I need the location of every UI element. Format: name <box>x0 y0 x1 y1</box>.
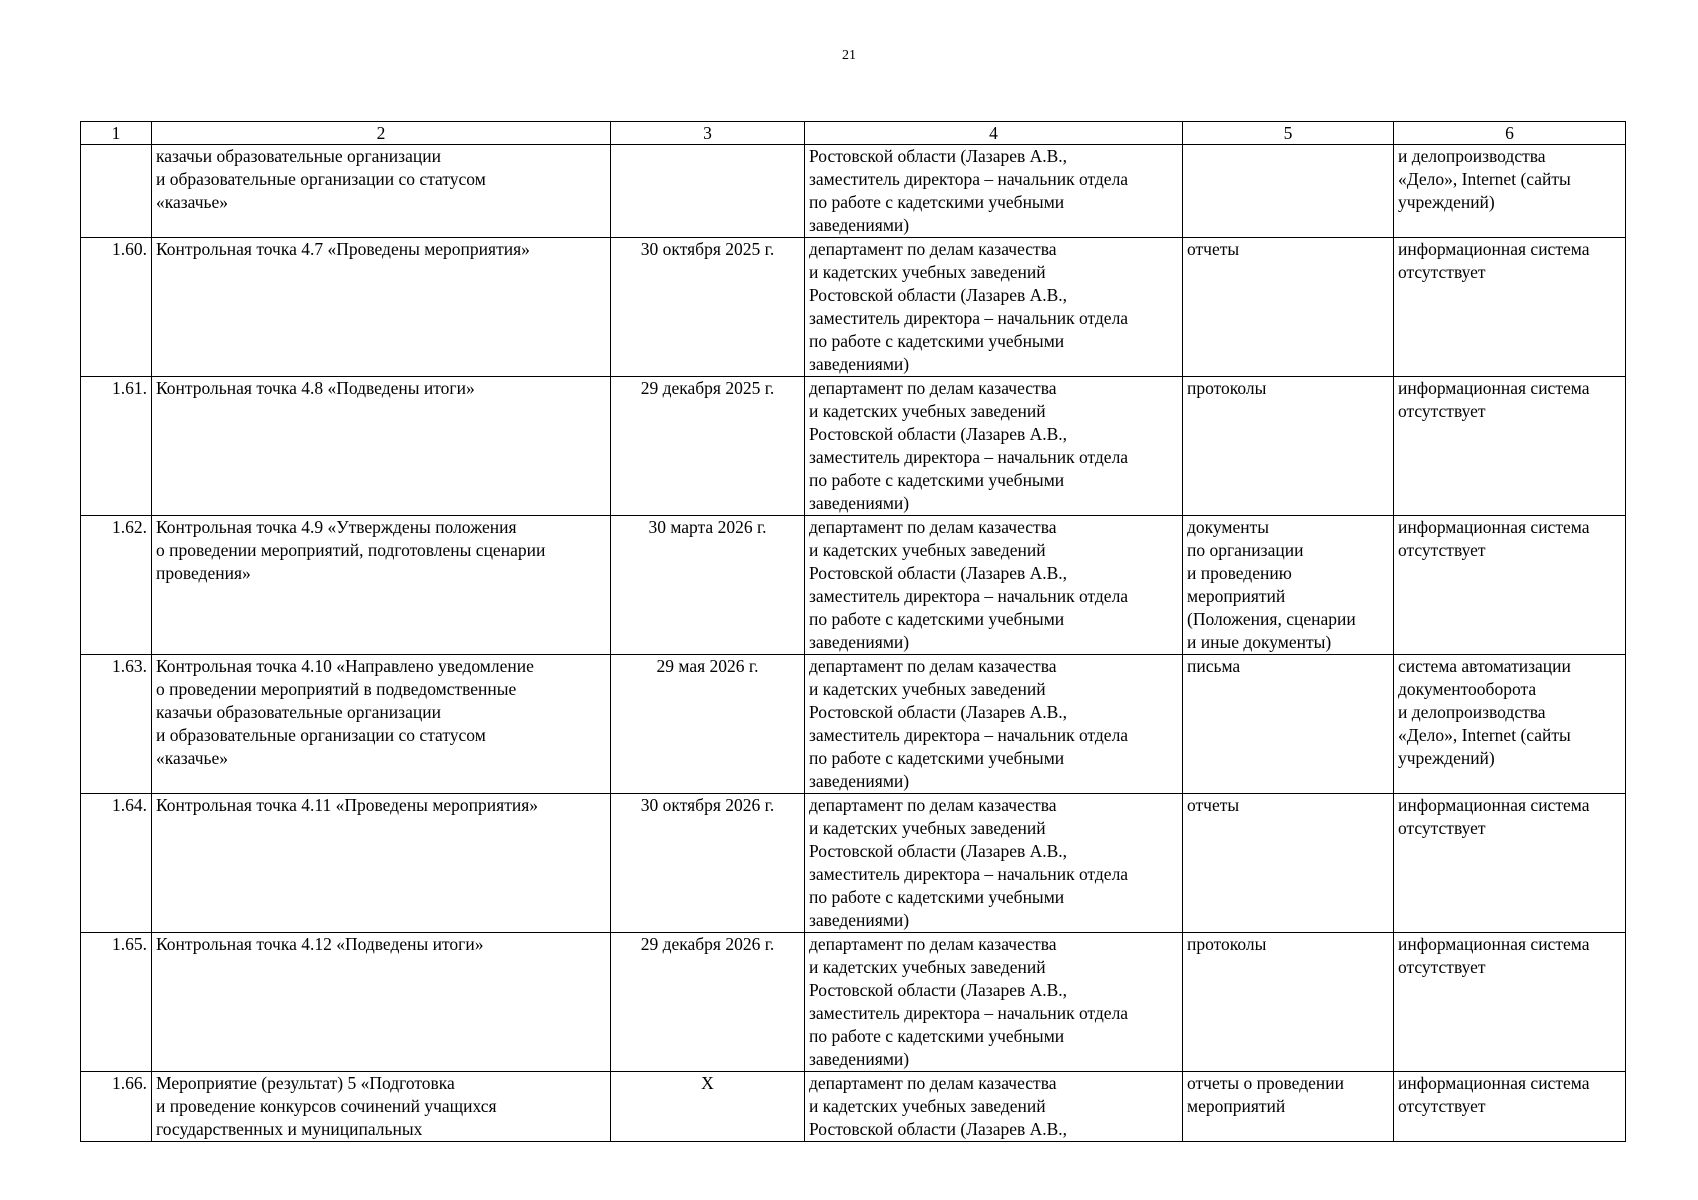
cell-text-line: заведениями) <box>809 354 910 374</box>
cell-text-line: и кадетских учебных заведений <box>809 818 1046 838</box>
cell-text-line: департамент по делам казачества <box>809 239 1057 259</box>
row-number-cell: 1.66. <box>81 1072 152 1142</box>
cell-text-line: департамент по делам казачества <box>809 795 1057 815</box>
event-name-cell <box>152 933 611 1072</box>
cell-text-line: Ростовской области (Лазарев А.В., <box>809 702 1068 722</box>
event-name-cell <box>152 1072 611 1142</box>
cell-text-line: и кадетских учебных заведений <box>809 957 1046 977</box>
document-type-cell <box>1183 377 1394 516</box>
responsible-cell <box>805 655 1183 794</box>
cell-text-line: о проведении мероприятий в подведомственные <box>156 679 517 699</box>
cell-text-line: заместитель директора – начальник отдела <box>809 864 1129 884</box>
column-number-row <box>81 122 1626 145</box>
responsible-cell <box>805 145 1183 238</box>
info-system-cell <box>1394 794 1626 933</box>
deadline-cell: 30 октября 2025 г. <box>611 238 805 377</box>
responsible-cell <box>805 933 1183 1072</box>
cell-text-line: по работе с кадетскими учебными <box>809 1026 1065 1046</box>
cell-text-line: информационная система <box>1398 795 1590 815</box>
cell-text-line: Контрольная точка 4.12 «Подведены итоги» <box>156 934 484 954</box>
row-number-cell: 1.62. <box>81 516 152 655</box>
cell-text-line: и проведению <box>1187 563 1292 583</box>
cell-text-line: и кадетских учебных заведений <box>809 679 1046 699</box>
document-type-cell <box>1183 238 1394 377</box>
page-number: 21 <box>842 48 856 63</box>
cell-text-line: протоколы <box>1187 378 1267 398</box>
row-number-cell: 1.63. <box>81 655 152 794</box>
column-header: 5 <box>1183 122 1394 145</box>
cell-text-line: (Положения, сценарии <box>1187 609 1356 629</box>
info-system-cell <box>1394 1072 1626 1142</box>
deadline-cell: 30 марта 2026 г. <box>611 516 805 655</box>
cell-text-line: отсутствует <box>1398 818 1486 838</box>
responsible-cell <box>805 794 1183 933</box>
cell-text-line: информационная система <box>1398 1073 1590 1093</box>
cell-text-line: отчеты <box>1187 239 1240 259</box>
event-name-cell <box>152 794 611 933</box>
cell-text-line: «Дело», Internet (сайты <box>1398 169 1571 189</box>
cell-text-line: департамент по делам казачества <box>809 934 1057 954</box>
cell-text-line: по работе с кадетскими учебными <box>809 887 1065 907</box>
info-system-cell <box>1394 145 1626 238</box>
document-type-cell <box>1183 794 1394 933</box>
cell-text-line: по работе с кадетскими учебными <box>809 748 1065 768</box>
cell-text-line: и кадетских учебных заведений <box>809 1096 1046 1116</box>
table-row <box>81 516 1626 655</box>
event-name-cell <box>152 516 611 655</box>
cell-text-line: мероприятий <box>1187 1096 1286 1116</box>
info-system-cell <box>1394 933 1626 1072</box>
cell-text-line: заведениями) <box>809 215 910 235</box>
cell-text-line: заместитель директора – начальник отдела <box>809 308 1129 328</box>
cell-text-line: учреждений) <box>1398 192 1495 212</box>
cell-text-line: «Дело», Internet (сайты <box>1398 725 1571 745</box>
cell-text-line: заведениями) <box>809 910 910 930</box>
deadline-cell: X <box>611 1072 805 1142</box>
row-number-cell <box>81 145 152 238</box>
cell-text-line: по работе с кадетскими учебными <box>809 331 1065 351</box>
cell-text-line: заместитель директора – начальник отдела <box>809 586 1129 606</box>
cell-text-line: и кадетских учебных заведений <box>809 540 1046 560</box>
cell-text-line: система автоматизации <box>1398 656 1571 676</box>
cell-text-line: отчеты <box>1187 795 1240 815</box>
cell-text-line: отчеты о проведении <box>1187 1073 1344 1093</box>
cell-text-line: заведениями) <box>809 1049 910 1069</box>
cell-text-line: документооборота <box>1398 679 1537 699</box>
column-header: 2 <box>152 122 611 145</box>
cell-text-line: по работе с кадетскими учебными <box>809 609 1065 629</box>
responsible-cell <box>805 516 1183 655</box>
cell-text-line: «казачье» <box>156 192 229 212</box>
cell-text-line: Контрольная точка 4.10 «Направлено уведомление <box>156 656 534 676</box>
cell-text-line: заведениями) <box>809 493 910 513</box>
table-body <box>81 145 1626 1142</box>
cell-text-line: о проведении мероприятий, подготовлены сценарии <box>156 540 546 560</box>
deadline-cell: 29 декабря 2026 г. <box>611 933 805 1072</box>
deadline-cell: 29 декабря 2025 г. <box>611 377 805 516</box>
cell-text-line: Ростовской области (Лазарев А.В., <box>809 980 1068 1000</box>
cell-text-line: и проведение конкурсов сочинений учащихся <box>156 1096 497 1116</box>
cell-text-line: Ростовской области (Лазарев А.В., <box>809 146 1068 166</box>
cell-text-line: Контрольная точка 4.8 «Подведены итоги» <box>156 378 475 398</box>
cell-text-line: Ростовской области (Лазарев А.В., <box>809 424 1068 444</box>
table-row <box>81 1072 1626 1142</box>
cell-text-line: Контрольная точка 4.9 «Утверждены положения <box>156 517 517 537</box>
info-system-cell <box>1394 516 1626 655</box>
cell-text-line: отсутствует <box>1398 401 1486 421</box>
column-header: 4 <box>805 122 1183 145</box>
cell-text-line: протоколы <box>1187 934 1267 954</box>
cell-text-line: Мероприятие (результат) 5 «Подготовка <box>156 1073 455 1093</box>
event-name-cell <box>152 377 611 516</box>
cell-text-line: документы <box>1187 517 1270 537</box>
cell-text-line: заместитель директора – начальник отдела <box>809 725 1129 745</box>
deadline-cell: 30 октября 2026 г. <box>611 794 805 933</box>
document-type-cell <box>1183 655 1394 794</box>
cell-text-line: «казачье» <box>156 748 229 768</box>
cell-text-line: и делопроизводства <box>1398 146 1546 166</box>
column-header: 6 <box>1394 122 1626 145</box>
cell-text-line: информационная система <box>1398 517 1590 537</box>
responsible-cell <box>805 1072 1183 1142</box>
cell-text-line: заместитель директора – начальник отдела <box>809 447 1129 467</box>
info-system-cell <box>1394 377 1626 516</box>
cell-text-line: департамент по делам казачества <box>809 1073 1057 1093</box>
cell-text-line: информационная система <box>1398 934 1590 954</box>
cell-text-line: заведениями) <box>809 632 910 652</box>
cell-text-line: по работе с кадетскими учебными <box>809 192 1065 212</box>
cell-text-line: учреждений) <box>1398 748 1495 768</box>
cell-text-line: отсутствует <box>1398 540 1486 560</box>
cell-text-line: Ростовской области (Лазарев А.В., <box>809 285 1068 305</box>
cell-text-line: департамент по делам казачества <box>809 378 1057 398</box>
row-number-cell: 1.64. <box>81 794 152 933</box>
info-system-cell <box>1394 655 1626 794</box>
column-header: 3 <box>611 122 805 145</box>
cell-text-line: и образовательные организации со статусом <box>156 725 486 745</box>
row-number-cell: 1.65. <box>81 933 152 1072</box>
cell-text-line: и кадетских учебных заведений <box>809 262 1046 282</box>
responsible-cell <box>805 377 1183 516</box>
cell-text-line: Контрольная точка 4.7 «Проведены мероприятия» <box>156 239 530 259</box>
row-number-cell: 1.60. <box>81 238 152 377</box>
document-type-cell <box>1183 516 1394 655</box>
cell-text-line: по организации <box>1187 540 1304 560</box>
cell-text-line: заведениями) <box>809 771 910 791</box>
cell-text-line: заместитель директора – начальник отдела <box>809 169 1129 189</box>
cell-text-line: государственных и муниципальных <box>156 1119 423 1139</box>
cell-text-line: проведения» <box>156 563 251 583</box>
cell-text-line: департамент по делам казачества <box>809 656 1057 676</box>
cell-text-line: отсутствует <box>1398 1096 1486 1116</box>
table-row <box>81 238 1626 377</box>
cell-text-line: информационная система <box>1398 378 1590 398</box>
table-row <box>81 933 1626 1072</box>
table-row <box>81 794 1626 933</box>
cell-text-line: казачьи образовательные организации <box>156 146 441 166</box>
info-system-cell <box>1394 238 1626 377</box>
table-row <box>81 377 1626 516</box>
cell-text-line: отсутствует <box>1398 957 1486 977</box>
cell-text-line: департамент по делам казачества <box>809 517 1057 537</box>
cell-text-line: отсутствует <box>1398 262 1486 282</box>
cell-text-line: мероприятий <box>1187 586 1286 606</box>
cell-text-line: казачьи образовательные организации <box>156 702 441 722</box>
cell-text-line: Ростовской области (Лазарев А.В., <box>809 563 1068 583</box>
responsible-cell <box>805 238 1183 377</box>
cell-text-line: заместитель директора – начальник отдела <box>809 1003 1129 1023</box>
cell-text-line: и кадетских учебных заведений <box>809 401 1046 421</box>
cell-text-line: и делопроизводства <box>1398 702 1546 722</box>
cell-text-line: информационная система <box>1398 239 1590 259</box>
cell-text-line: Контрольная точка 4.11 «Проведены мероприятия» <box>156 795 539 815</box>
table-row <box>81 145 1626 238</box>
row-number-cell: 1.61. <box>81 377 152 516</box>
event-name-cell <box>152 145 611 238</box>
deadline-cell: 29 мая 2026 г. <box>611 655 805 794</box>
cell-text-line: и образовательные организации со статусом <box>156 169 486 189</box>
document-type-cell <box>1183 145 1394 238</box>
table-row <box>81 655 1626 794</box>
deadline-cell <box>611 145 805 238</box>
cell-text-line: и иные документы) <box>1187 632 1332 652</box>
cell-text-line: письма <box>1187 656 1241 676</box>
event-name-cell <box>152 238 611 377</box>
document-type-cell <box>1183 1072 1394 1142</box>
column-header: 1 <box>81 122 152 145</box>
event-name-cell <box>152 655 611 794</box>
plan-table <box>80 121 1626 1142</box>
cell-text-line: Ростовской области (Лазарев А.В., <box>809 1119 1068 1139</box>
cell-text-line: по работе с кадетскими учебными <box>809 470 1065 490</box>
cell-text-line: Ростовской области (Лазарев А.В., <box>809 841 1068 861</box>
document-type-cell <box>1183 933 1394 1072</box>
